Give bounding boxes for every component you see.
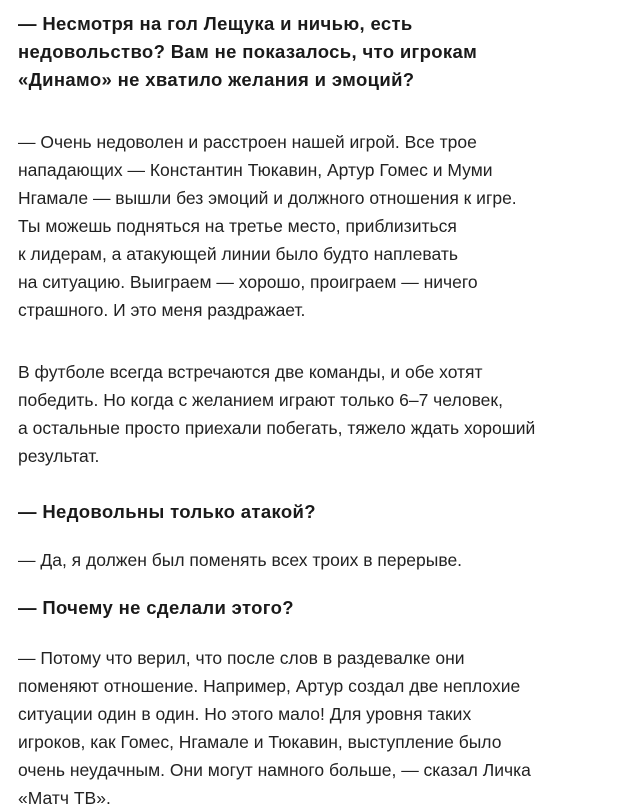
answer-line: поменяют отношение. Например, Артур создал две неплохие — [18, 676, 521, 696]
answer-line: ситуации один в один. Но этого мало! Для уровня таких — [18, 704, 472, 724]
answer-line: игроков, как Гомес, Нгамале и Тюкавин, выступление было — [18, 732, 502, 752]
answer-line: — Очень недоволен и расстроен нашей игрой. Все трое — [18, 132, 477, 152]
question-line: «Динамо» не хватило желания и эмоций? — [18, 69, 415, 90]
answer-1 — [18, 128, 618, 324]
question-3 — [18, 594, 618, 622]
answer-line: Ты можешь подняться на третье место, приблизиться — [18, 216, 457, 236]
answer-line: Нгамале — вышли без эмоций и должного отношения к игре. — [18, 188, 517, 208]
answer-line: В футболе всегда встречаются две команды, и обе хотят — [18, 362, 483, 382]
answer-4 — [18, 644, 618, 812]
question-line: — Несмотря на гол Лещука и ничью, есть — [18, 13, 413, 34]
answer-3 — [18, 546, 618, 574]
answer-line: победить. Но когда с желанием играют только 6–7 человек, — [18, 390, 503, 410]
answer-line: — Потому что верил, что после слов в раздевалке они — [18, 648, 465, 668]
answer-line: на ситуацию. Выиграем — хорошо, проиграем — ничего — [18, 272, 478, 292]
answer-line: «Матч ТВ». — [18, 788, 111, 808]
article-body — [18, 10, 618, 812]
answer-line: а остальные просто приехали побегать, тяжело ждать хороший — [18, 418, 536, 438]
answer-line: к лидерам, а атакующей линии было будто наплевать — [18, 244, 458, 264]
question-line: недовольство? Вам не показалось, что игрокам — [18, 41, 478, 62]
answer-2 — [18, 358, 618, 470]
answer-line: результат. — [18, 446, 100, 466]
answer-line: — Да, я должен был поменять всех троих в перерыве. — [18, 550, 463, 570]
answer-line: страшного. И это меня раздражает. — [18, 300, 306, 320]
question-line: — Недовольны только атакой? — [18, 501, 316, 522]
question-line: — Почему не сделали этого? — [18, 597, 294, 618]
answer-line: очень неудачным. Они могут намного больше, — сказал Личка — [18, 760, 531, 780]
answer-line: нападающих — Константин Тюкавин, Артур Гомес и Муми — [18, 160, 493, 180]
question-1 — [18, 10, 618, 94]
question-2 — [18, 498, 618, 526]
